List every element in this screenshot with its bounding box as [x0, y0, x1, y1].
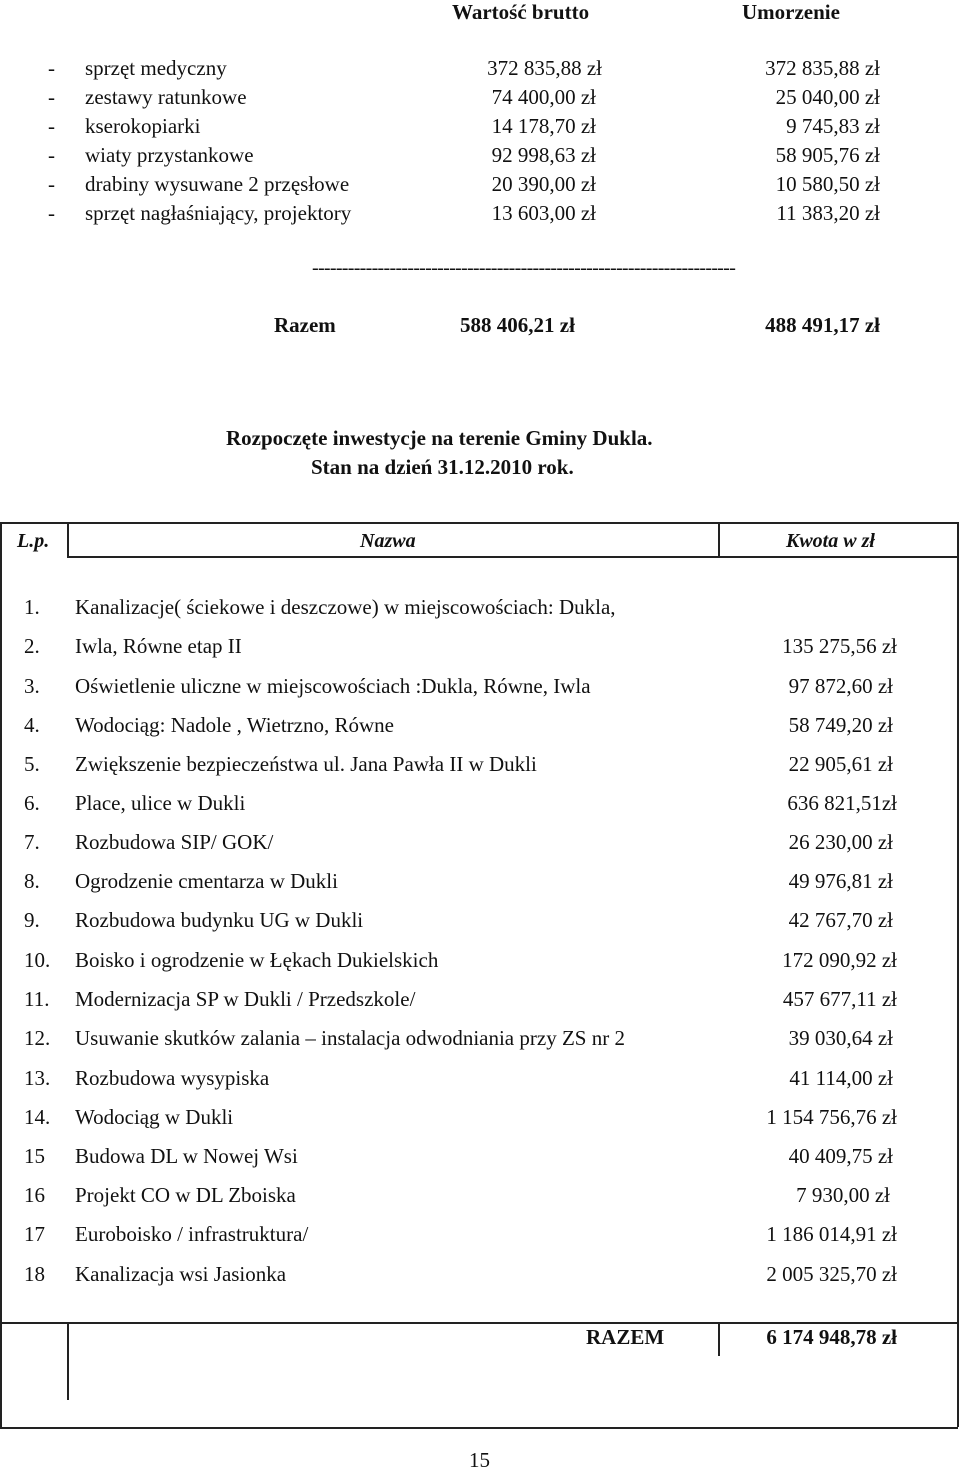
row-name: Kanalizacja wsi Jasionka	[75, 1262, 287, 1286]
row-amount: 7 930,00 zł	[796, 1183, 890, 1207]
table-total-amount: 6 174 948,78 zł	[766, 1325, 897, 1349]
row-name: Euroboisko / infrastruktura/	[75, 1222, 309, 1246]
asset-name: drabiny wysuwane 2 przęsłowe	[85, 172, 350, 196]
row-amount: 42 767,70 zł	[788, 908, 893, 932]
asset-brutto: 372 835,88 zł	[487, 56, 602, 80]
row-name: Boisko i ogrodzenie w Łękach Dukielskich	[75, 948, 439, 972]
asset-umorzenie: 11 383,20 zł	[776, 201, 880, 225]
asset-umorzenie: 372 835,88 zł	[765, 56, 880, 80]
asset-dash: -	[48, 172, 55, 196]
row-lp: 5.	[24, 752, 40, 776]
row-amount: 58 749,20 zł	[788, 713, 893, 737]
row-lp: 10.	[24, 948, 51, 972]
row-name: Ogrodzenie cmentarza w Dukli	[75, 869, 338, 893]
row-lp: 11.	[24, 987, 50, 1011]
asset-name: kserokopiarki	[85, 114, 201, 138]
row-amount: 457 677,11 zł	[782, 987, 897, 1011]
section-title: Rozpoczęte inwestycje na terenie Gminy Dukla.	[226, 426, 653, 450]
table-total-label: RAZEM	[586, 1325, 665, 1349]
asset-dash: -	[48, 85, 55, 109]
row-lp: 18	[24, 1262, 45, 1286]
asset-umorzenie: 10 580,50 zł	[775, 172, 880, 196]
table-total-line	[0, 1322, 958, 1324]
row-name: Rozbudowa SIP/ GOK/	[75, 830, 274, 854]
table-divider-amount	[718, 522, 720, 556]
column-header-lp: L.p.	[17, 530, 50, 552]
row-lp: 1.	[24, 595, 40, 619]
row-amount: 1 186 014,91 zł	[766, 1222, 897, 1246]
row-lp: 9.	[24, 908, 40, 932]
section-subtitle: Stan na dzień 31.12.2010 rok.	[311, 455, 574, 479]
row-name: Oświetlenie uliczne w miejscowościach :Dukla, Równe, Iwla	[75, 674, 591, 698]
row-name: Wodociąg: Nadole , Wietrzno, Równe	[75, 713, 394, 737]
row-amount: 40 409,75 zł	[788, 1144, 893, 1168]
row-lp: 15	[24, 1144, 45, 1168]
row-name: Rozbudowa budynku UG w Dukli	[75, 908, 364, 932]
row-lp: 14.	[24, 1105, 51, 1129]
row-lp: 17	[24, 1222, 45, 1246]
column-header-amount: Kwota w zł	[786, 530, 875, 552]
row-name: Iwla, Równe etap II	[75, 634, 242, 658]
asset-name: sprzęt medyczny	[85, 56, 227, 80]
asset-dash: -	[48, 114, 55, 138]
row-name: Kanalizacje( ściekowe i deszczowe) w miejscowościach: Dukla,	[75, 595, 616, 619]
row-amount: 2 005 325,70 zł	[766, 1262, 897, 1286]
row-lp: 7.	[24, 830, 40, 854]
row-lp: 8.	[24, 869, 40, 893]
row-amount: 49 976,81 zł	[788, 869, 893, 893]
asset-brutto: 20 390,00 zł	[491, 172, 596, 196]
assets-total-brutto: 588 406,21 zł	[460, 313, 575, 337]
table-divider-lp	[67, 522, 69, 556]
row-amount: 39 030,64 zł	[788, 1026, 893, 1050]
row-amount: 26 230,00 zł	[788, 830, 893, 854]
row-name: Wodociąg w Dukli	[75, 1105, 234, 1129]
column-header-name: Nazwa	[360, 530, 416, 552]
row-amount: 22 905,61 zł	[788, 752, 893, 776]
asset-umorzenie: 25 040,00 zł	[775, 85, 880, 109]
table-border-bottom	[0, 1427, 958, 1429]
row-lp: 4.	[24, 713, 40, 737]
row-name: Modernizacja SP w Dukli / Przedszkole/	[75, 987, 416, 1011]
assets-total-umorzenie: 488 491,17 zł	[765, 313, 880, 337]
asset-name: zestawy ratunkowe	[85, 85, 247, 109]
table-border-right	[957, 522, 959, 1427]
row-amount: 1 154 756,76 zł	[766, 1105, 897, 1129]
row-name: Projekt CO w DL Zboiska	[75, 1183, 296, 1207]
row-lp: 12.	[24, 1026, 51, 1050]
asset-dash: -	[48, 201, 55, 225]
page-number: 15	[469, 1448, 490, 1472]
table-divider-amount-bottom	[718, 1322, 720, 1356]
row-name: Usuwanie skutków zalania – instalacja odwodniania przy ZS nr 2	[75, 1026, 625, 1050]
row-lp: 6.	[24, 791, 40, 815]
row-lp: 2.	[24, 634, 40, 658]
asset-dash: -	[48, 143, 55, 167]
row-amount: 172 090,92 zł	[782, 948, 897, 972]
asset-dash: -	[48, 56, 55, 80]
dashed-separator: -----------------------------------------------------------------------	[312, 258, 736, 278]
table-border-top	[0, 522, 958, 524]
asset-name: sprzęt nagłaśniający, projektory	[85, 201, 352, 225]
row-amount: 41 114,00 zł	[789, 1066, 893, 1090]
table-border-left	[0, 522, 2, 1427]
asset-brutto: 13 603,00 zł	[491, 201, 596, 225]
header-brutto: Wartość brutto	[452, 0, 590, 24]
asset-brutto: 14 178,70 zł	[491, 114, 596, 138]
asset-name: wiaty przystankowe	[85, 143, 254, 167]
table-header-underline	[67, 556, 958, 558]
row-name: Place, ulice w Dukli	[75, 791, 246, 815]
row-lp: 16	[24, 1183, 45, 1207]
asset-brutto: 92 998,63 zł	[491, 143, 596, 167]
asset-umorzenie: 9 745,83 zł	[786, 114, 880, 138]
header-umorzenie: Umorzenie	[742, 0, 840, 24]
asset-brutto: 74 400,00 zł	[491, 85, 596, 109]
asset-umorzenie: 58 905,76 zł	[775, 143, 880, 167]
row-amount: 135 275,56 zł	[782, 634, 897, 658]
row-name: Zwiększenie bezpieczeństwa ul. Jana Pawła II w Dukli	[75, 752, 537, 776]
row-lp: 3.	[24, 674, 40, 698]
row-name: Budowa DL w Nowej Wsi	[75, 1144, 298, 1168]
row-lp: 13.	[24, 1066, 51, 1090]
table-divider-lp-bottom	[67, 1322, 69, 1400]
assets-total-label: Razem	[274, 313, 336, 337]
row-name: Rozbudowa wysypiska	[75, 1066, 270, 1090]
row-amount: 636 821,51zł	[787, 791, 897, 815]
row-amount: 97 872,60 zł	[788, 674, 893, 698]
